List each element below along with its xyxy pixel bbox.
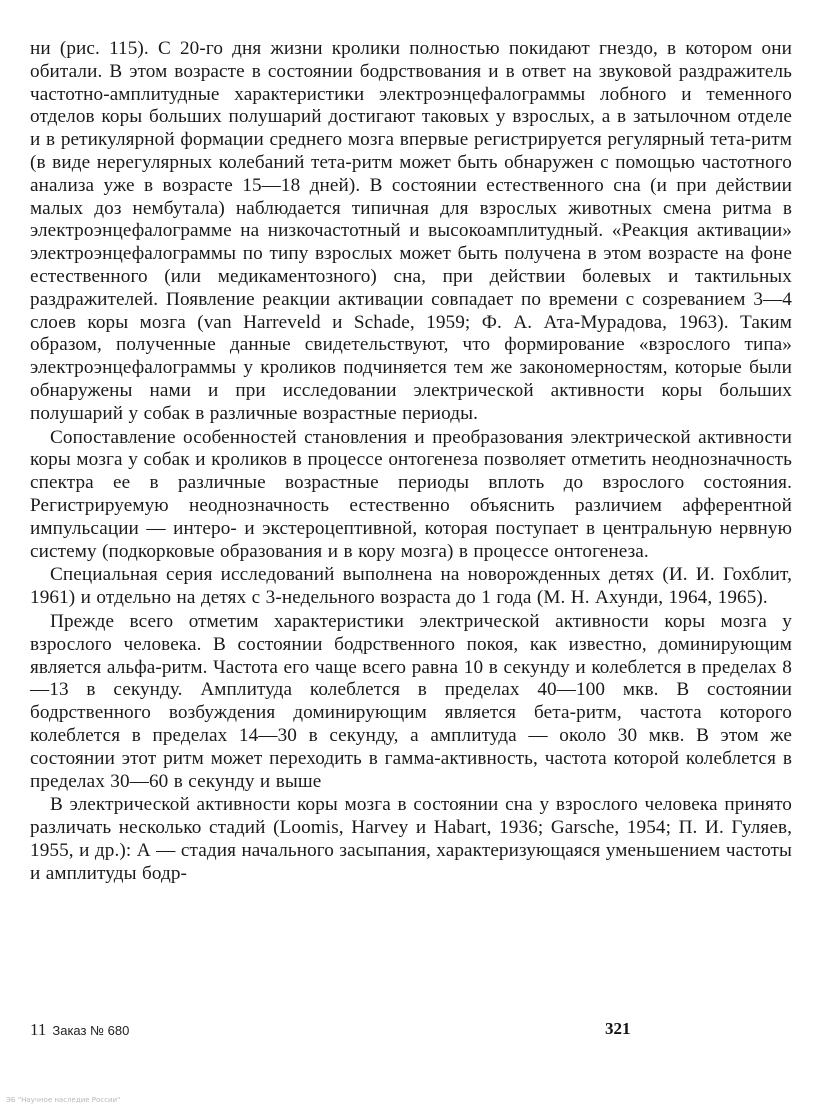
order-text: Заказ № 680 (52, 1023, 130, 1038)
library-watermark: ЭБ "Научное наследие России" (6, 1096, 121, 1104)
page-body (30, 38, 792, 885)
paragraph-2: Сопоставление особенностей становления и преобразования электрической активности коры мозга у собак и кроликов в процессе онтогенеза позволяет отметить неоднозначность спектра ее в различные возрастные периоды вплоть до взрослого состояния. Регистрируемую неоднозначность естественно объяснить различием афферентной импульсации — интеро- и экстероцептивной, которая поступает в центральную нервную систему (подкорковые образования и в кору мозга) в процессе онтогенеза. (30, 426, 792, 562)
paragraph-1: ни (рис. 115). С 20-го дня жизни кролики полностью покидают гнездо, в котором они обитали. В этом возрасте в состоянии бодрствования и в ответ на звуковой раздражитель частотно-амплитудные характеристики электроэнцефалограммы лобного и теменного отделов коры больших полушарий достигают таковых у взрослых, а в затылочном отделе и в ретикулярной формации среднего мозга впервые регистрируется регулярный тета-ритм (в виде нерегулярных колебаний тета-ритм может быть обнаружен с помощью частотного анализа уже в возрасте 15—18 дней). В состоянии естественного сна (и при действии малых доз нембутала) наблюдается типичная для взрослых животных смена ритма в электроэнцефалограмме на низкочастотный и высокоамплитудный. «Реакция активации» электроэнцефалограммы по типу взрослых может быть получена в этом возрасте на фоне естественного (или медикаментозного) сна, при действии болевых и тактильных раздражителей. Появление реакции активации совпадает по времени с созреванием 3—4 слоев коры мозга (van Harreveld и Schade, 1959; Ф. А. Ата-Мурадова, 1963). Таким образом, полученные данные свидетельствуют, что формирование «взрослого типа» электроэнцефалограммы у кроликов подчиняется тем же закономерностям, которые были обнаружены нами и при исследовании электрической активности коры больших полушарий у собак в различные возрастные периоды. (30, 38, 792, 424)
paragraph-5: В электрической активности коры мозга в состоянии сна у взрослого человека принято различать несколько стадий (Loomis, Harvey и Habart, 1936; Garsche, 1954; П. И. Гуляев, 1955, и др.): А — стадия начального засыпания, характеризующаяся уменьшением частоты и амплитуды бодр- (30, 794, 792, 884)
printing-signature (30, 1020, 129, 1040)
page-footer (30, 1020, 670, 1044)
paragraph-4: Прежде всего отметим характеристики электрической активности коры мозга у взрослого человека. В состоянии бодрственного покоя, как известно, доминирующим является альфа-ритм. Частота его чаще всего равна 10 в секунду и колеблется в пределах 8—13 в секунду. Амплитуда колеблется в пределах 40—100 мкв. В состоянии бодрственного возбуждения доминирующим является бета-ритм, частота которого колеблется в пределах 14—30 в секунду, а амплитуда — около 30 мкв. В этом же состоянии этот ритм может переходить в гамма-активность, частота которой колеблется в пределах 30—60 в секунду и выше (30, 610, 792, 792)
paragraph-3: Специальная серия исследований выполнена на новорожденных детях (И. И. Гохблит, 1961) и отдельно на детях с 3-недельного возраста до 1 года (М. Н. Ахунди, 1964, 1965). (30, 564, 792, 609)
page-number: 321 (605, 1019, 631, 1038)
signature-number: 11 (30, 1020, 47, 1039)
